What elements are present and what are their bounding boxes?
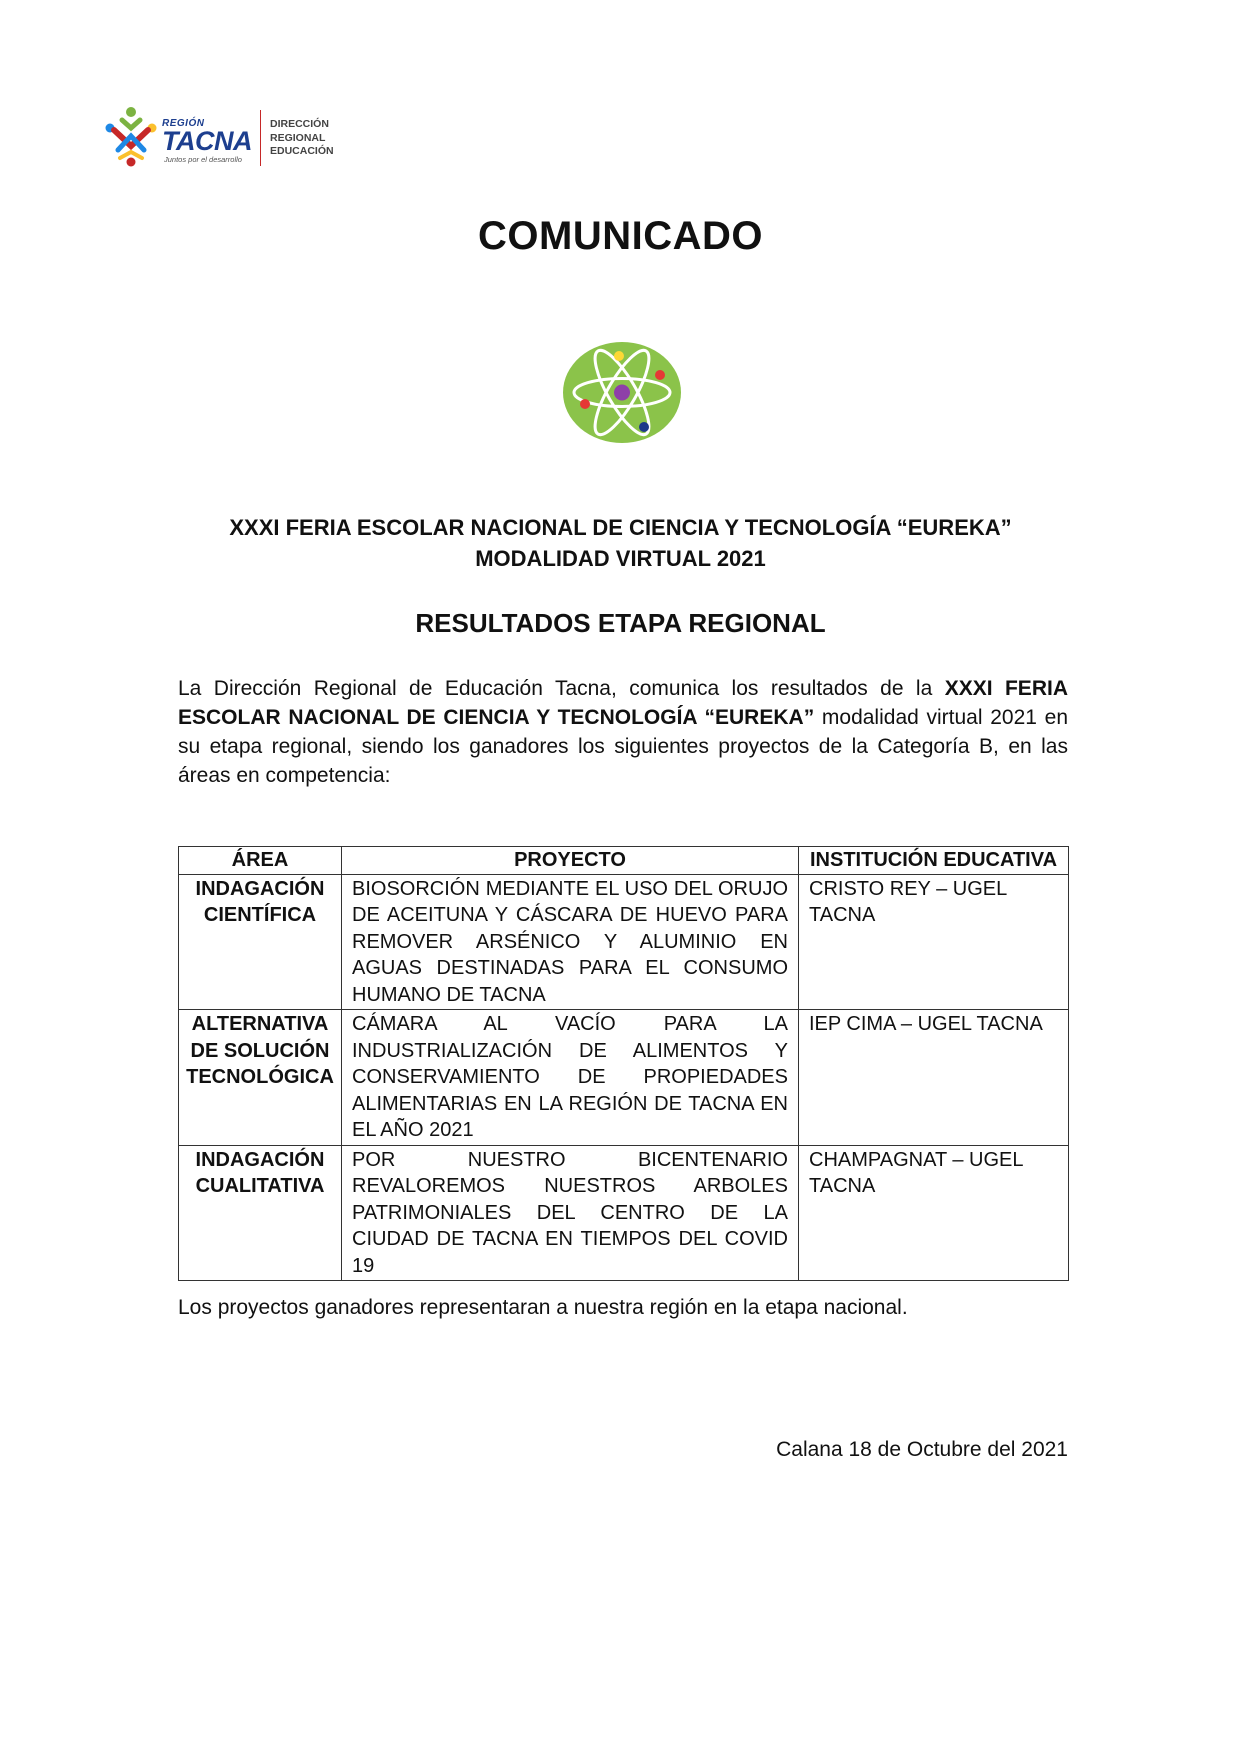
project-cell: BIOSORCIÓN MEDIANTE EL USO DEL ORUJO DE ACEITUNA Y CÁSCARA DE HUEVO PARA REMOVER ARSÉNICO Y ALUMINIO EN AGUAS DESTINADAS PARA EL CONSUMO HUMANO DE TACNA (342, 874, 799, 1010)
institution-cell: CRISTO REY – UGEL TACNA (799, 874, 1069, 1010)
results-title: RESULTADOS ETAPA REGIONAL (415, 608, 826, 638)
area-cell: INDAGACIÓN CUALITATIVA (179, 1145, 342, 1281)
event-title-line: XXXI FERIA ESCOLAR NACIONAL DE CIENCIA Y TECNOLOGÍA “EUREKA” (229, 515, 1012, 540)
logo-separator (260, 110, 261, 166)
table-row (179, 1145, 1069, 1281)
logo-direction-line: REGIONAL (270, 131, 326, 144)
area-cell: ALTERNATIVA DE SOLUCIÓN TECNOLÓGICA (179, 1010, 342, 1146)
logo-name: TACNA (162, 126, 252, 156)
institution-cell: CHAMPAGNAT – UGEL TACNA (799, 1145, 1069, 1281)
atom-icon (562, 341, 682, 444)
table-header-row (179, 847, 1069, 875)
column-header-area: ÁREA (179, 847, 342, 875)
page-title: COMUNICADO (478, 214, 763, 258)
intro-text: La Dirección Regional de Educación Tacna, comunica los resultados de la (178, 677, 945, 700)
logo-direction (270, 118, 334, 159)
header-logo (100, 104, 350, 170)
date-line: Calana 18 de Octubre del 2021 (776, 1438, 1068, 1461)
event-title (0, 512, 1241, 574)
project-cell: POR NUESTRO BICENTENARIO REVALOREMOS NUESTROS ARBOLES PATRIMONIALES DEL CENTRO DE LA CIUDAD DE TACNA EN TIEMPOS DEL COVID 19 (342, 1145, 799, 1281)
table-row (179, 874, 1069, 1010)
logo-direction-line: DIRECCIÓN (270, 118, 329, 130)
project-cell: CÁMARA AL VACÍO PARA LA INDUSTRIALIZACIÓN DE ALIMENTOS Y CONSERVAMIENTO DE PROPIEDADES ALIMENTARIAS EN LA REGIÓN DE TACNA EN EL AÑO 2021 (342, 1010, 799, 1146)
institution-cell: IEP CIMA – UGEL TACNA (799, 1010, 1069, 1146)
logo-region-label: REGIÓN (162, 118, 205, 129)
intro-paragraph (178, 674, 1068, 790)
intro-text-continued: modalidad virtual 2021 en su etapa regional, siendo los ganadores los siguientes proyectos de la Categoría B, en las áreas en competencia: (178, 706, 1068, 787)
column-header-project: PROYECTO (342, 847, 799, 875)
intro-event-name: XXXI FERIA ESCOLAR NACIONAL DE CIENCIA Y TECNOLOGÍA “EUREKA” (178, 677, 1068, 729)
area-cell: INDAGACIÓN CIENTÍFICA (179, 874, 342, 1010)
closing-statement: Los proyectos ganadores representaran a nuestra región en la etapa nacional. (178, 1296, 908, 1319)
tacna-logo-icon (100, 106, 162, 168)
table-row (179, 1010, 1069, 1146)
results-table (178, 846, 1069, 1281)
logo-direction-line: EDUCACIÓN (270, 145, 334, 157)
logo-slogan: Juntos por el desarrollo (164, 155, 242, 164)
column-header-institution: INSTITUCIÓN EDUCATIVA (799, 847, 1069, 875)
event-modality-line: MODALIDAD VIRTUAL 2021 (475, 546, 766, 571)
